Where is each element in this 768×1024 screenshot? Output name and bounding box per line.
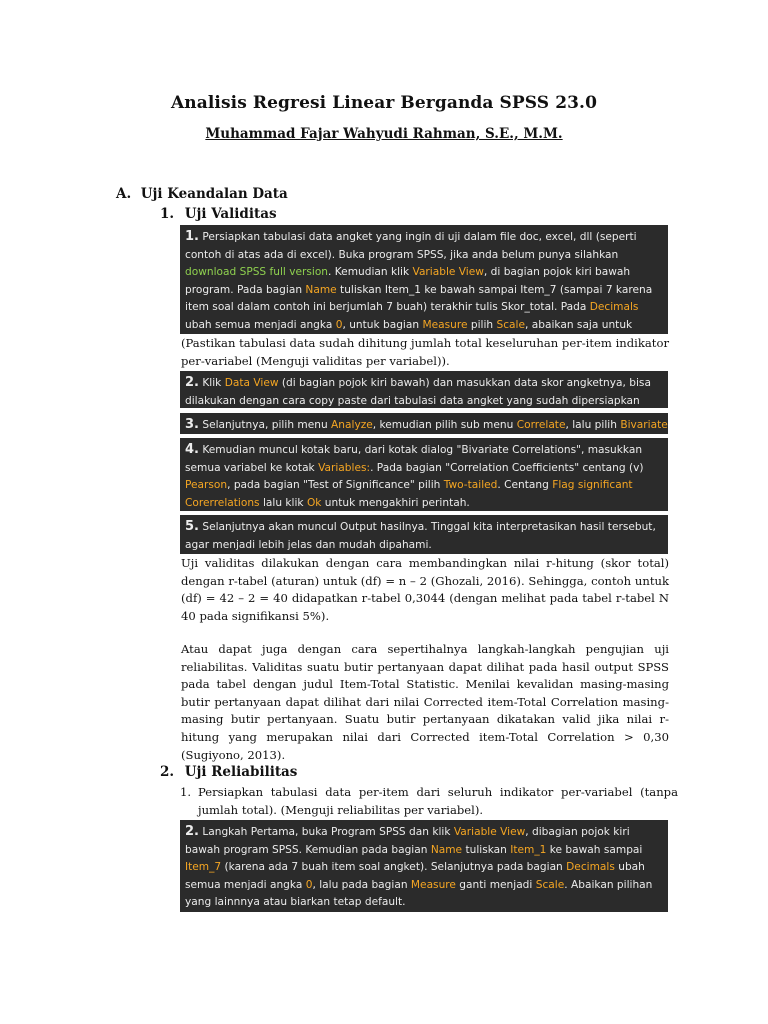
instruction-box-6 (180, 820, 668, 912)
keyword: Decimals (566, 861, 615, 874)
list-text: Persiapkan tabulasi data per-item dari seluruh indikator per-variabel (tanpa jumlah total). (Menguji reliabilitas per variabel). (198, 785, 678, 817)
author-name: Muhammad Fajar Wahyudi Rahman, S.E., M.M. (205, 126, 563, 142)
keyword: Data View (224, 377, 279, 389)
keyword: Name (305, 283, 337, 296)
instruction-box-2 (180, 371, 668, 408)
instruction-box-5 (180, 515, 668, 554)
validity-paragraph-2: Atau dapat juga dengan cara sepertihalnya langkah-langkah pengujian uji reliabilitas. Validitas suatu butir pertanyaan dapat dilihat pada hasil output SPSS pada tabel dengan judul Item-Total Statistic. Menilai kevalidan masing-masing butir pertanyaan dapat dilihat dari nilai Corrected item-Total Correlation masing-masing butir pertanyaan. Suatu butir pertanyaan dikatakan valid jika nilai r-hitung yang merupakan nilai dari Corrected item-Total Correlation > 0,30 (Sugiyono, 2013). (181, 642, 669, 762)
box-text: lalu klik (259, 496, 307, 509)
list-number: 1. (180, 785, 192, 799)
box-text: . Centang (497, 479, 553, 492)
keyword: Measure (410, 878, 456, 891)
keyword: Correlate (516, 419, 566, 431)
box-text: Langkah Pertama, buka Program SPSS dan klik (198, 826, 454, 838)
keyword: Item_1 (510, 843, 547, 856)
subsection-heading-reliabilitas (160, 764, 297, 780)
step-number: 2. (185, 824, 199, 839)
box-text: Klik (198, 377, 225, 389)
keyword: Variable View (453, 826, 526, 838)
box-text: Selanjutnya akan muncul Output hasilnya. Tinggal kita interpretasikan hasil tersebut, agar menjadi lebih jelas dan mudah dipahami. (185, 521, 656, 551)
keyword: Decimals (589, 301, 639, 314)
box-text: (karena ada 7 buah item soal angket). Selanjutnya pada bagian (221, 861, 567, 874)
section-number: A. (116, 186, 132, 202)
subsection-number: 2. (160, 764, 175, 780)
box-text: ubah semua menjadi angka (185, 861, 645, 891)
box-text: ganti menjadi (455, 878, 536, 891)
box-text: Selanjutnya, pilih menu (198, 419, 332, 431)
box-text: tuliskan (462, 843, 511, 856)
keyword: Bivariate (620, 419, 668, 431)
keyword: Pearson (185, 479, 228, 492)
step-number: 5. (185, 519, 199, 534)
box-text: Persiapkan tabulasi data angket yang ingin di uji dalam file doc, excel, dll (seperti contoh di atas ada di excel). Buka program SPSS, jika anda belum punya silahkan (185, 231, 637, 261)
box-text: (di bagian pojok kiri bawah) dan masukkan data skor angketnya, bisa dilakukan dengan cara copy paste dari tabulasi data angket yang sudah dipersiapkan (185, 377, 651, 407)
subsection-number: 1. (160, 206, 175, 222)
step-number: 4. (185, 442, 199, 457)
keyword: 0 (305, 878, 313, 891)
subsection-label: Uji Reliabilitas (184, 764, 298, 780)
download-spss-link[interactable]: download SPSS full version (185, 266, 329, 279)
instruction-box-4 (180, 438, 668, 511)
box-text: , dibagian pojok kiri bawah program SPSS. Kemudian pada bagian (185, 826, 630, 856)
validity-paragraph-1: Uji validitas dilakukan dengan cara membandingkan nilai r-hitung (skor total) dengan r-tabel (aturan) untuk (df) = n – 2 (Ghozali, 2016). Sehingga, contoh untuk (df) = 42 – 2 = 40 didapatkan r-tabel 0,3044 (dengan melihat pada tabel r-tabel N 40 pada signifikansi 5%). (181, 556, 669, 623)
box-text: pilih (467, 318, 497, 331)
keyword: Ok (306, 496, 322, 509)
section-label: Uji Keandalan Data (140, 186, 288, 202)
box-text: Kemudian muncul kotak baru, dari kotak dialog "Bivariate Correlations", masukkan semua variabel ke kotak (185, 444, 643, 474)
validity-note: (Pastikan tabulasi data sudah dihitung jumlah total keseluruhan per-item indikator per-variabel (Menguji validitas per variabel)). (181, 336, 669, 368)
subsection-label: Uji Validitas (184, 206, 277, 222)
reliability-list-item-1 (180, 784, 678, 819)
box-text: . Kemudian klik (328, 266, 413, 279)
box-text: ubah semua menjadi angka (185, 318, 336, 331)
keyword: Measure (422, 318, 468, 331)
box-text: ke bawah sampai (546, 843, 643, 856)
keyword: Analyze (331, 419, 373, 431)
box-text: tuliskan Item_1 ke bawah sampai Item_7 (sampai 7 karena item soal dalam contoh ini berjumlah 7 buah) terakhir tulis Skor_total. Pada (185, 283, 653, 314)
keyword: Scale (496, 318, 526, 331)
box-text: , pada bagian "Test of Significance" pilih (227, 479, 444, 492)
keyword: Flag significant Corerrelations (185, 479, 633, 509)
section-heading-a (116, 186, 288, 202)
box-text: , lalu pilih (565, 419, 621, 431)
step-number: 2. (185, 375, 199, 390)
keyword: Item_7 (185, 861, 222, 874)
box-text: . Abaikan pilihan yang lainnnya atau biarkan tetap default. (185, 878, 653, 909)
keyword: Variables: (318, 461, 371, 474)
box-text: . Pada bagian "Correlation Coefficients" centang (v) (370, 461, 644, 474)
box-text: , untuk bagian (342, 318, 423, 331)
box-text: , kemudian pilih sub menu (372, 419, 517, 431)
step-number: 1. (185, 229, 199, 244)
keyword: 0 (335, 318, 343, 331)
instruction-box-1 (180, 225, 668, 334)
keyword: Scale (535, 878, 565, 891)
keyword: Variable View (412, 266, 484, 279)
box-text: , di bagian pojok kiri bawah program. Pada bagian (185, 266, 631, 296)
step-number: 3. (185, 417, 199, 432)
box-text: , abaikan saja untuk (525, 318, 633, 331)
box-text: untuk mengakhiri perintah. (321, 496, 470, 509)
document-title: Analisis Regresi Linear Berganda SPSS 23.0 (170, 93, 597, 113)
keyword: Name (430, 843, 463, 856)
box-text: , lalu pada bagian (312, 878, 411, 891)
instruction-box-3 (180, 413, 668, 434)
subsection-heading-validitas (160, 206, 277, 222)
keyword: Two-tailed (443, 479, 498, 492)
